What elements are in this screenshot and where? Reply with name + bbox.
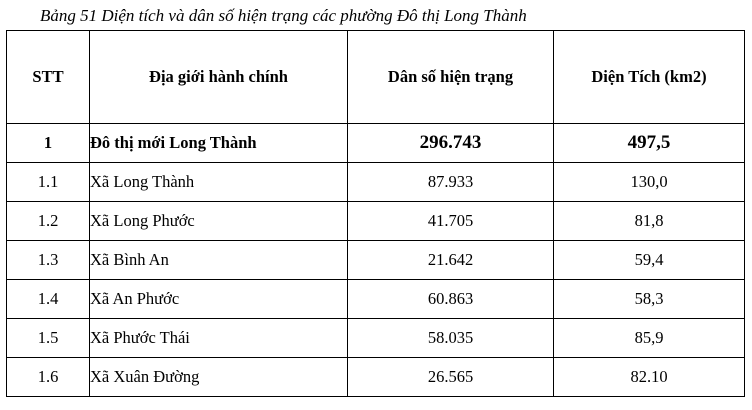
row-area: 59,4 xyxy=(554,241,745,280)
table-row xyxy=(7,280,745,319)
row-stt: 1.4 xyxy=(7,280,90,319)
header-admin-boundary: Địa giới hành chính xyxy=(90,31,348,124)
row-population: 21.642 xyxy=(348,241,554,280)
row-stt: 1.6 xyxy=(7,358,90,397)
row-area: 82.10 xyxy=(554,358,745,397)
row-area: 85,9 xyxy=(554,319,745,358)
row-population: 58.035 xyxy=(348,319,554,358)
total-row xyxy=(7,124,745,163)
header-row xyxy=(7,31,745,124)
row-population: 41.705 xyxy=(348,202,554,241)
table-row xyxy=(7,163,745,202)
total-stt: 1 xyxy=(7,124,90,163)
row-stt: 1.5 xyxy=(7,319,90,358)
row-name: Xã Long Phước xyxy=(90,202,348,241)
row-area: 130,0 xyxy=(554,163,745,202)
row-stt: 1.2 xyxy=(7,202,90,241)
table-row xyxy=(7,202,745,241)
row-population: 26.565 xyxy=(348,358,554,397)
row-area: 81,8 xyxy=(554,202,745,241)
total-name: Đô thị mới Long Thành xyxy=(90,124,348,163)
row-population: 87.933 xyxy=(348,163,554,202)
table-caption: Bảng 51 Diện tích và dân số hiện trạng các phường Đô thị Long Thành xyxy=(40,6,527,25)
table-row xyxy=(7,319,745,358)
header-population: Dân số hiện trạng xyxy=(348,31,554,124)
table-row xyxy=(7,358,745,397)
total-population: 296.743 xyxy=(348,124,554,163)
header-stt: STT xyxy=(7,31,90,124)
population-area-table xyxy=(6,30,745,397)
table-row xyxy=(7,241,745,280)
row-name: Xã Bình An xyxy=(90,241,348,280)
row-population: 60.863 xyxy=(348,280,554,319)
header-area: Diện Tích (km2) xyxy=(554,31,745,124)
row-stt: 1.1 xyxy=(7,163,90,202)
row-area: 58,3 xyxy=(554,280,745,319)
row-name: Xã Xuân Đường xyxy=(90,358,348,397)
total-area: 497,5 xyxy=(554,124,745,163)
row-name: Xã Phước Thái xyxy=(90,319,348,358)
row-name: Xã An Phước xyxy=(90,280,348,319)
row-stt: 1.3 xyxy=(7,241,90,280)
row-name: Xã Long Thành xyxy=(90,163,348,202)
